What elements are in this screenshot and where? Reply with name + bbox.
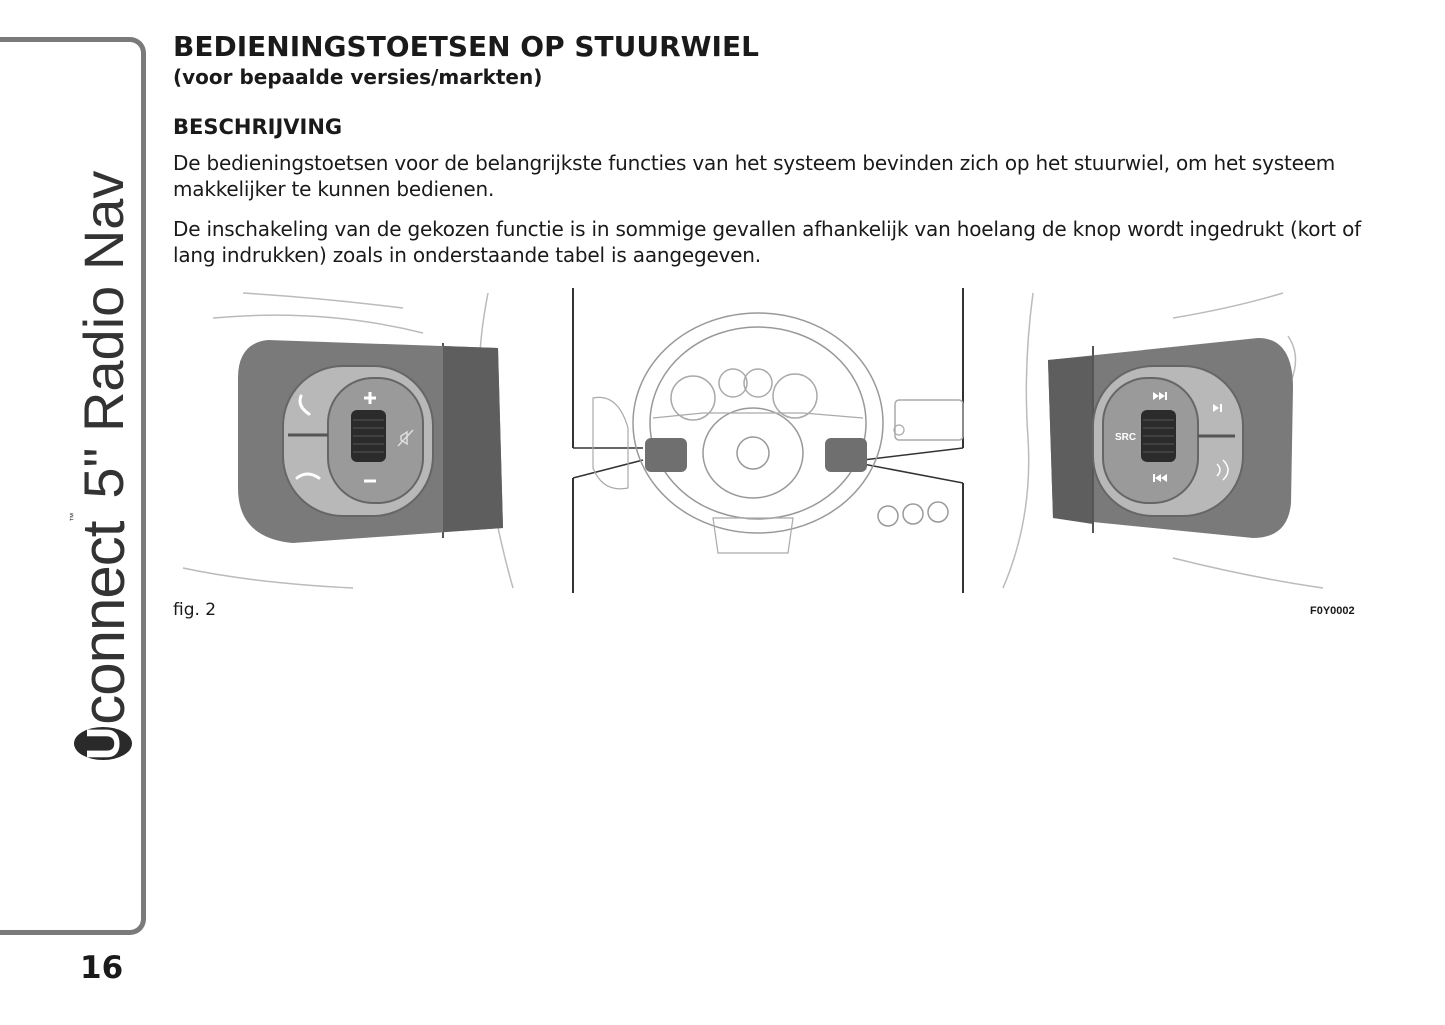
section-heading: BESCHRIJVING xyxy=(173,115,343,139)
main-content xyxy=(173,30,1373,282)
sidebar-brand xyxy=(48,170,158,760)
page-subtitle: (voor bepaalde versies/markten) xyxy=(173,65,543,89)
src-label: SRC xyxy=(1115,432,1137,443)
steering-wheel-figure xyxy=(173,288,1368,593)
left-control-panel xyxy=(183,293,513,588)
dashboard-overview xyxy=(573,288,963,593)
product-name: 5" Radio Nav xyxy=(71,170,135,499)
uconnect-logo xyxy=(74,727,132,760)
paragraph-1: De bedieningstoetsen voor de belangrijkste functies van het systeem bevinden zich op het stuurwiel, om het systeem makkelijker te kunnen bedienen. xyxy=(173,151,1336,201)
figure-label: fig. 2 xyxy=(173,600,217,620)
brand-name: connect xyxy=(69,521,137,725)
figure-code: F0Y0002 xyxy=(1310,605,1355,617)
logo-letter: U xyxy=(77,726,129,760)
page-title: BEDIENINGSTOETSEN OP STUURWIEL xyxy=(173,30,759,63)
right-control-panel xyxy=(1003,293,1323,588)
page-number: 16 xyxy=(80,950,124,986)
paragraph-2: De inschakeling van de gekozen functie is in sommige gevallen afhankelijk van hoelang de knop wordt ingedrukt (kort of lang indrukken) zoals in onderstaande tabel is aangegeven. xyxy=(173,217,1361,267)
trademark-symbol: ™ xyxy=(68,512,78,522)
